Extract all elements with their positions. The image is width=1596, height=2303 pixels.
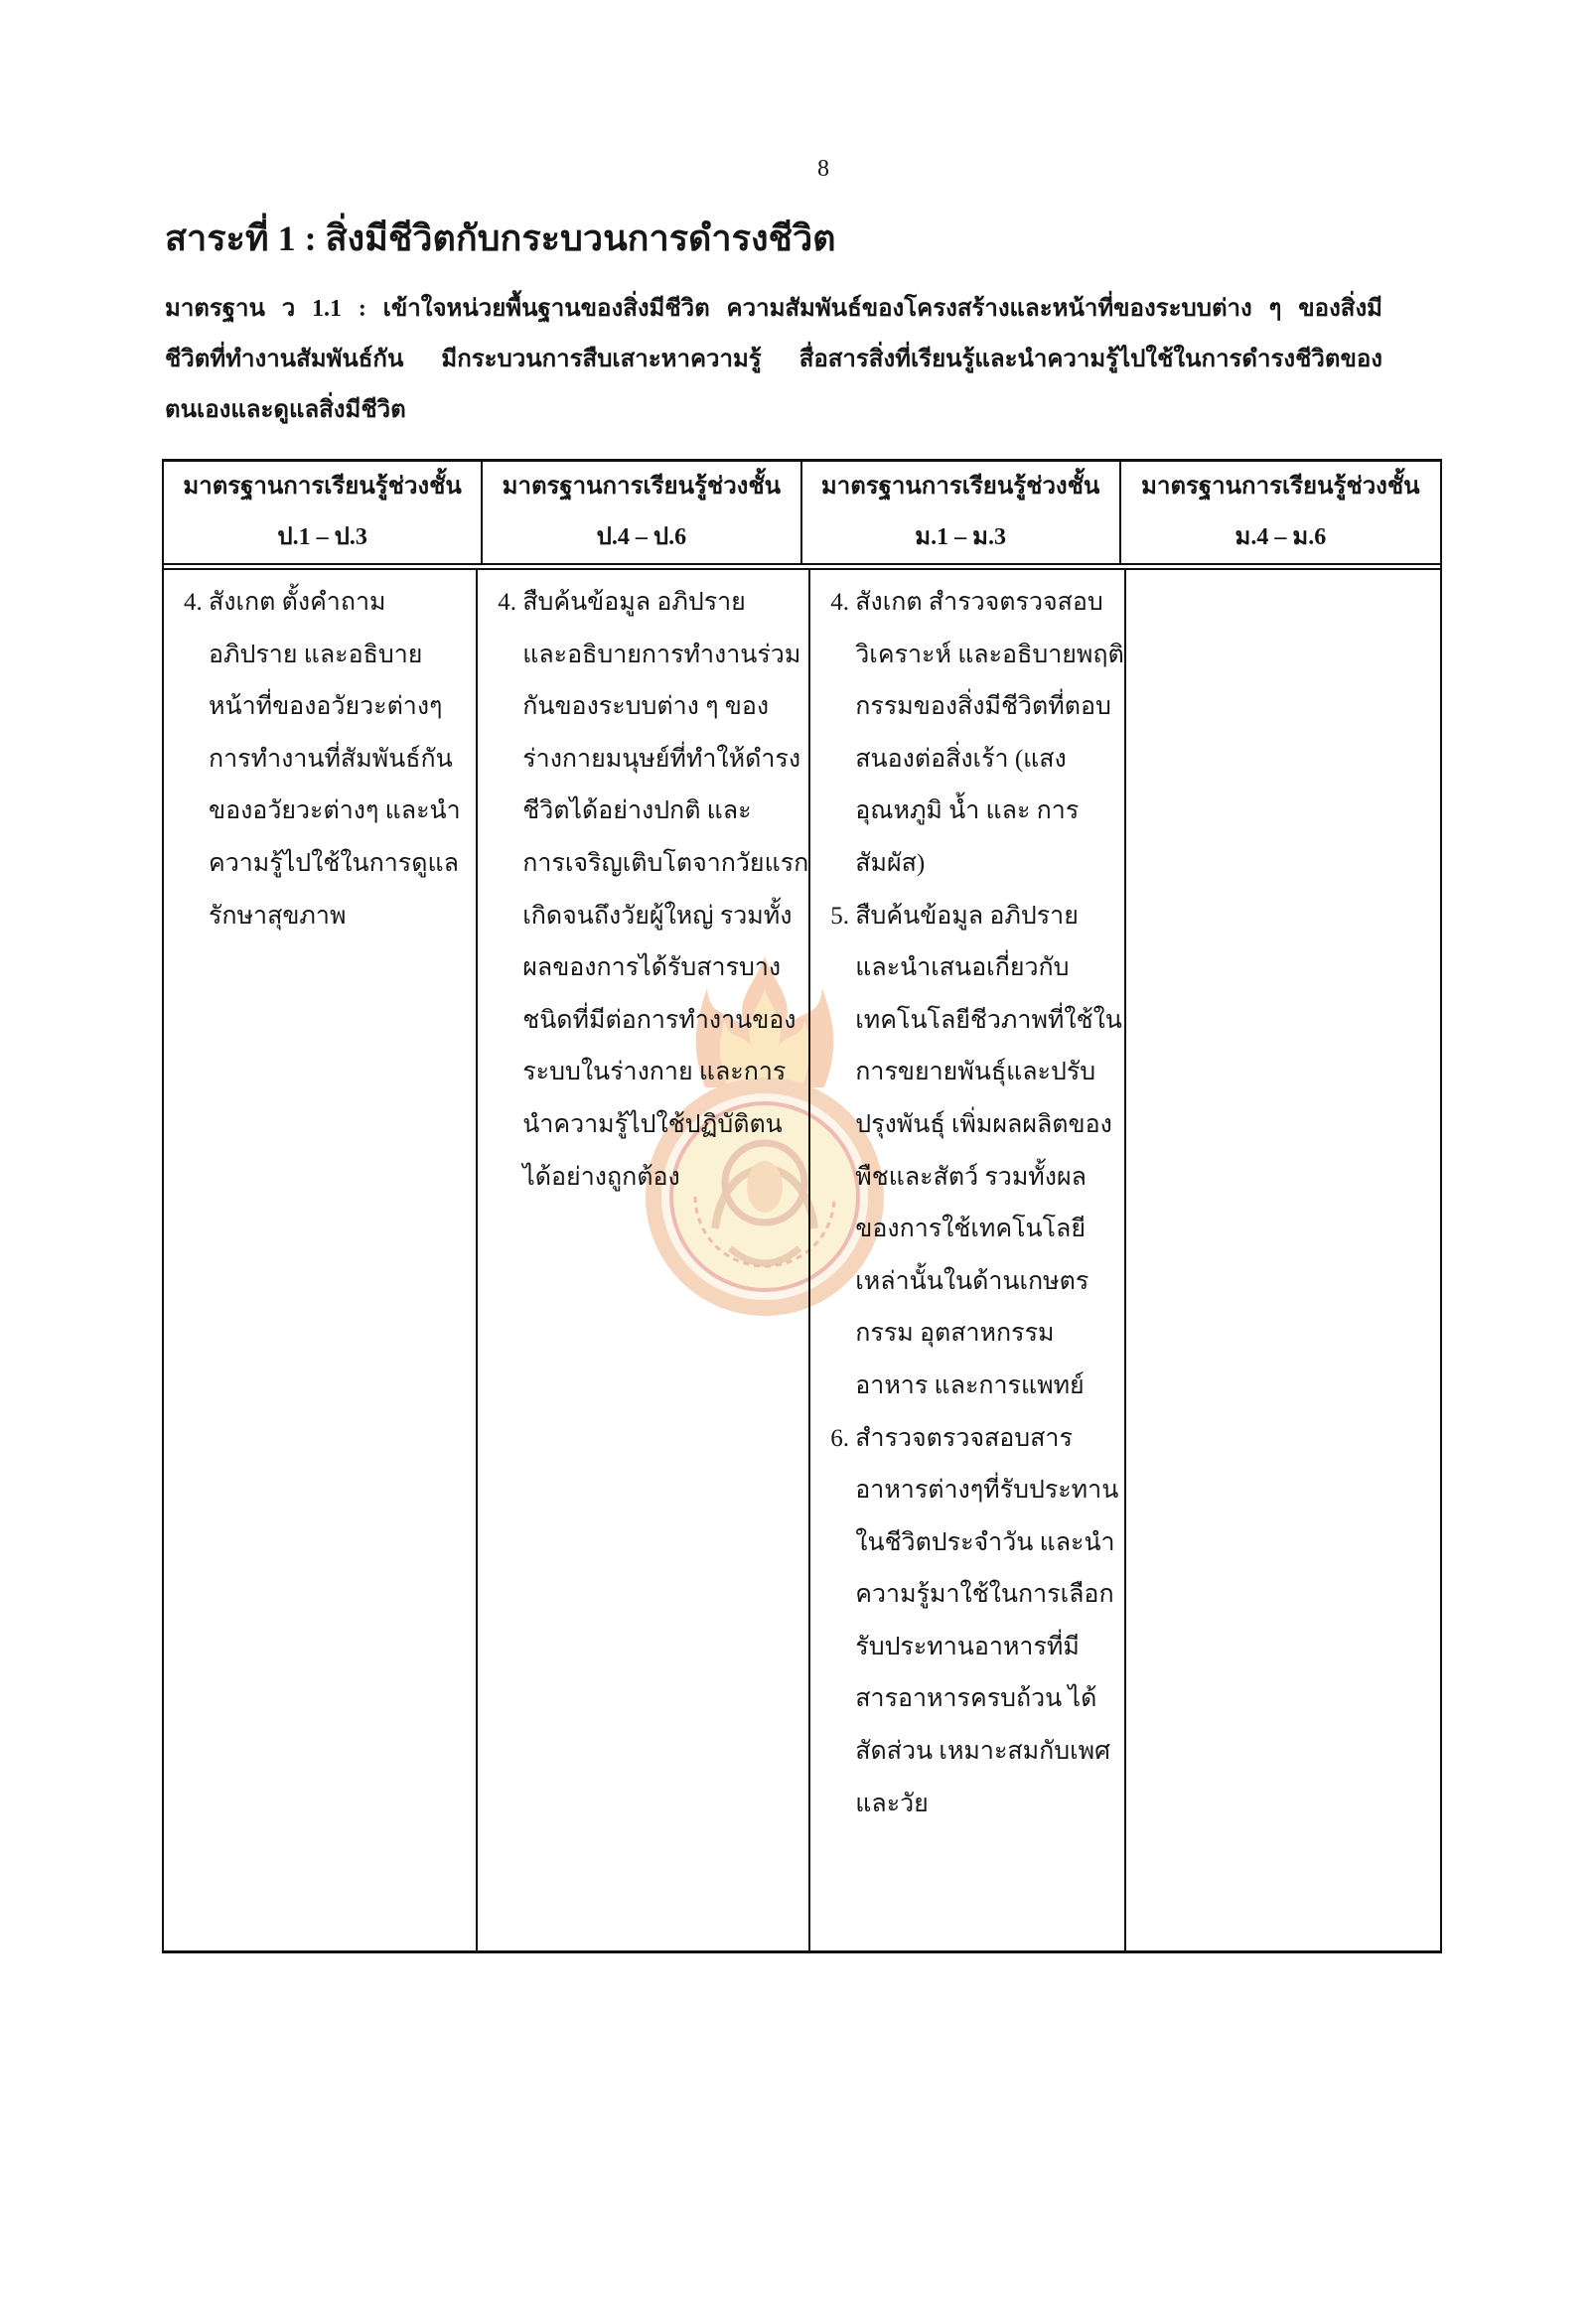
item-line bbox=[830, 1308, 1123, 1361]
item-text: ผลของการได้รับสารบาง bbox=[522, 954, 782, 982]
table-header-row bbox=[164, 462, 1440, 570]
item-text: ความรู้ไปใช้ในการดูแล bbox=[209, 849, 459, 877]
item-line bbox=[184, 786, 476, 838]
standard-line: มาตรฐาน ว 1.1 : เข้าใจหน่วยพื้นฐานของสิ่งมีชีวิต ความสัมพันธ์ของโครงสร้างและหน้าที่ของระบบต่าง ๆ ของสิ่งมี bbox=[165, 296, 1382, 322]
item-text: ปรุงพันธุ์ เพิ่มผลผลิตของ bbox=[855, 1110, 1112, 1138]
item-text: ของอวัยวะต่างๆ และนำ bbox=[209, 797, 461, 825]
item-line bbox=[830, 786, 1123, 838]
item-text: กรรมของสิ่งมีชีวิตที่ตอบ bbox=[855, 693, 1111, 721]
item-text: อุณหภูมิ น้ำ และ การ bbox=[855, 797, 1080, 825]
item-line bbox=[830, 577, 1123, 630]
item-text: การเจริญเติบโตจากวัยแรก bbox=[522, 849, 809, 877]
item-line bbox=[498, 1152, 808, 1205]
header-grade-range: ป.1 – ป.3 bbox=[277, 524, 367, 550]
item-text: สารอาหารครบถ้วน ได้ bbox=[855, 1685, 1097, 1713]
item-line bbox=[498, 1047, 808, 1099]
item-line bbox=[830, 942, 1123, 995]
item-text: ความรู้มาใช้ในการเลือก bbox=[855, 1581, 1114, 1609]
item-text: สัมผัส) bbox=[855, 849, 926, 877]
header-cell bbox=[164, 462, 483, 563]
header-cell bbox=[1121, 462, 1440, 563]
item-text: และวัย bbox=[855, 1790, 929, 1817]
item-text: อาหารต่างๆที่รับประทาน bbox=[855, 1477, 1119, 1505]
item-number: 6. bbox=[830, 1424, 850, 1452]
item-line bbox=[830, 681, 1123, 734]
item-line bbox=[498, 577, 808, 630]
item-line bbox=[498, 630, 808, 682]
standard-line: ชีวิตที่ทำงานสัมพันธ์กัน มีกระบวนการสืบเสาะหาความรู้ สื่อสารสิ่งที่เรียนรู้และนำความรู้ไปใช้ในการดำรงชีวิตของ bbox=[165, 347, 1382, 372]
page-number: 8 bbox=[817, 156, 829, 182]
item-line bbox=[830, 995, 1123, 1048]
body-cell bbox=[1126, 570, 1440, 1950]
item-text: การขยายพันธุ์และปรับ bbox=[855, 1059, 1096, 1086]
item-line bbox=[184, 681, 476, 734]
item-line bbox=[830, 734, 1123, 787]
standard-item bbox=[498, 577, 808, 1204]
item-text: สนองต่อสิ่งเร้า (แสง bbox=[855, 745, 1067, 773]
item-text: สำรวจตรวจสอบสาร bbox=[855, 1424, 1073, 1452]
item-line bbox=[498, 891, 808, 943]
item-line bbox=[830, 630, 1123, 682]
item-text: หน้าที่ของอวัยวะต่างๆ bbox=[209, 693, 443, 721]
item-line bbox=[830, 1569, 1123, 1622]
item-number: 4. bbox=[830, 589, 850, 616]
item-text: รับประทานอาหารที่มี bbox=[855, 1633, 1080, 1660]
item-text: สืบค้นข้อมูล อภิปราย bbox=[855, 902, 1079, 930]
item-line bbox=[498, 734, 808, 787]
header-cell bbox=[483, 462, 801, 563]
standard-statement bbox=[165, 284, 1382, 436]
item-line bbox=[184, 891, 476, 943]
item-line bbox=[830, 1779, 1123, 1831]
standard-item bbox=[830, 891, 1123, 1413]
body-cell bbox=[164, 570, 478, 1950]
item-text: วิเคราะห์ และอธิบายพฤติ bbox=[855, 641, 1124, 668]
item-text: สัดส่วน เหมาะสมกับเพศ bbox=[855, 1738, 1111, 1766]
item-line bbox=[830, 1204, 1123, 1256]
item-text: กันของระบบต่าง ๆ ของ bbox=[522, 693, 770, 721]
item-text: รักษาสุขภาพ bbox=[209, 902, 347, 930]
item-text: การทำงานที่สัมพันธ์กัน bbox=[209, 745, 453, 773]
item-line bbox=[184, 630, 476, 682]
item-line bbox=[498, 995, 808, 1048]
header-grade-range: ม.4 – ม.6 bbox=[1234, 524, 1327, 550]
item-text: ได้อย่างถูกต้อง bbox=[522, 1163, 680, 1191]
item-line bbox=[498, 681, 808, 734]
section-heading: สาระที่ 1 : สิ่งมีชีวิตกับกระบวนการดำรงชีวิต bbox=[165, 218, 836, 258]
item-line bbox=[184, 838, 476, 891]
item-text: สังเกต ตั้งคำถาม bbox=[209, 589, 386, 616]
item-text: อาหาร และการแพทย์ bbox=[855, 1371, 1085, 1399]
item-line bbox=[830, 1152, 1123, 1205]
item-line bbox=[830, 1047, 1123, 1099]
item-line bbox=[830, 1465, 1123, 1517]
item-text: ชีวิตได้อย่างปกติ และ bbox=[522, 797, 752, 825]
item-line bbox=[498, 838, 808, 891]
item-line bbox=[830, 1517, 1123, 1570]
header-cell bbox=[802, 462, 1121, 563]
item-line bbox=[830, 1413, 1123, 1466]
item-line bbox=[498, 1099, 808, 1152]
item-number: 5. bbox=[830, 902, 850, 930]
item-line bbox=[498, 942, 808, 995]
item-text: เทคโนโลยีชีวภาพที่ใช้ใน bbox=[855, 1006, 1122, 1034]
item-text: อภิปราย และอธิบาย bbox=[209, 641, 423, 668]
table-body-row bbox=[164, 570, 1440, 1950]
header-grade-range: ม.1 – ม.3 bbox=[915, 524, 1006, 550]
item-text: ชนิดที่มีต่อการทำงานของ bbox=[522, 1006, 797, 1034]
item-line bbox=[498, 786, 808, 838]
item-text: ในชีวิตประจำวัน และนำ bbox=[855, 1528, 1115, 1556]
item-line bbox=[184, 734, 476, 787]
item-line bbox=[830, 1099, 1123, 1152]
item-text: นำความรู้ไปใช้ปฏิบัติตน bbox=[522, 1110, 783, 1138]
standard-item bbox=[830, 577, 1123, 891]
header-title: มาตรฐานการเรียนรู้ช่วงชั้น bbox=[820, 474, 1100, 500]
item-number: 4. bbox=[498, 589, 516, 616]
item-line bbox=[830, 1256, 1123, 1309]
header-title: มาตรฐานการเรียนรู้ช่วงชั้น bbox=[502, 474, 782, 500]
item-text: สืบค้นข้อมูล อภิปราย bbox=[522, 589, 746, 616]
item-text: สังเกต สำรวจตรวจสอบ bbox=[855, 589, 1103, 616]
item-number: 4. bbox=[184, 589, 203, 616]
item-line bbox=[830, 838, 1123, 891]
item-line bbox=[830, 891, 1123, 943]
item-text: ร่างกายมนุษย์ที่ทำให้ดำรง bbox=[522, 745, 801, 773]
header-title: มาตรฐานการเรียนรู้ช่วงชั้น bbox=[1141, 474, 1420, 500]
item-line bbox=[830, 1622, 1123, 1674]
standard-item bbox=[184, 577, 476, 942]
item-text: และอธิบายการทำงานร่วม bbox=[522, 641, 801, 668]
header-title: มาตรฐานการเรียนรู้ช่วงชั้น bbox=[183, 474, 462, 500]
standard-line: ตนเองและดูแลสิ่งมีชีวิต bbox=[165, 397, 406, 423]
body-cell bbox=[810, 570, 1125, 1950]
header-grade-range: ป.4 – ป.6 bbox=[596, 524, 687, 550]
item-text: และนำเสนอเกี่ยวกับ bbox=[855, 954, 1070, 982]
body-cell bbox=[478, 570, 810, 1950]
learning-standards-table bbox=[162, 459, 1442, 1953]
item-text: กรรม อุตสาหกรรม bbox=[855, 1320, 1055, 1348]
standard-item bbox=[830, 1413, 1123, 1831]
item-line bbox=[830, 1673, 1123, 1726]
item-text: เหล่านั้นในด้านเกษตร bbox=[855, 1267, 1089, 1295]
item-text: เกิดจนถึงวัยผู้ใหญ่ รวมทั้ง bbox=[522, 902, 793, 930]
item-text: พืชและสัตว์ รวมทั้งผล bbox=[855, 1163, 1087, 1191]
item-line bbox=[830, 1726, 1123, 1779]
item-line bbox=[830, 1361, 1123, 1413]
item-line bbox=[184, 577, 476, 630]
item-text: ระบบในร่างกาย และการ bbox=[522, 1059, 787, 1086]
item-text: ของการใช้เทคโนโลยี bbox=[855, 1216, 1087, 1243]
